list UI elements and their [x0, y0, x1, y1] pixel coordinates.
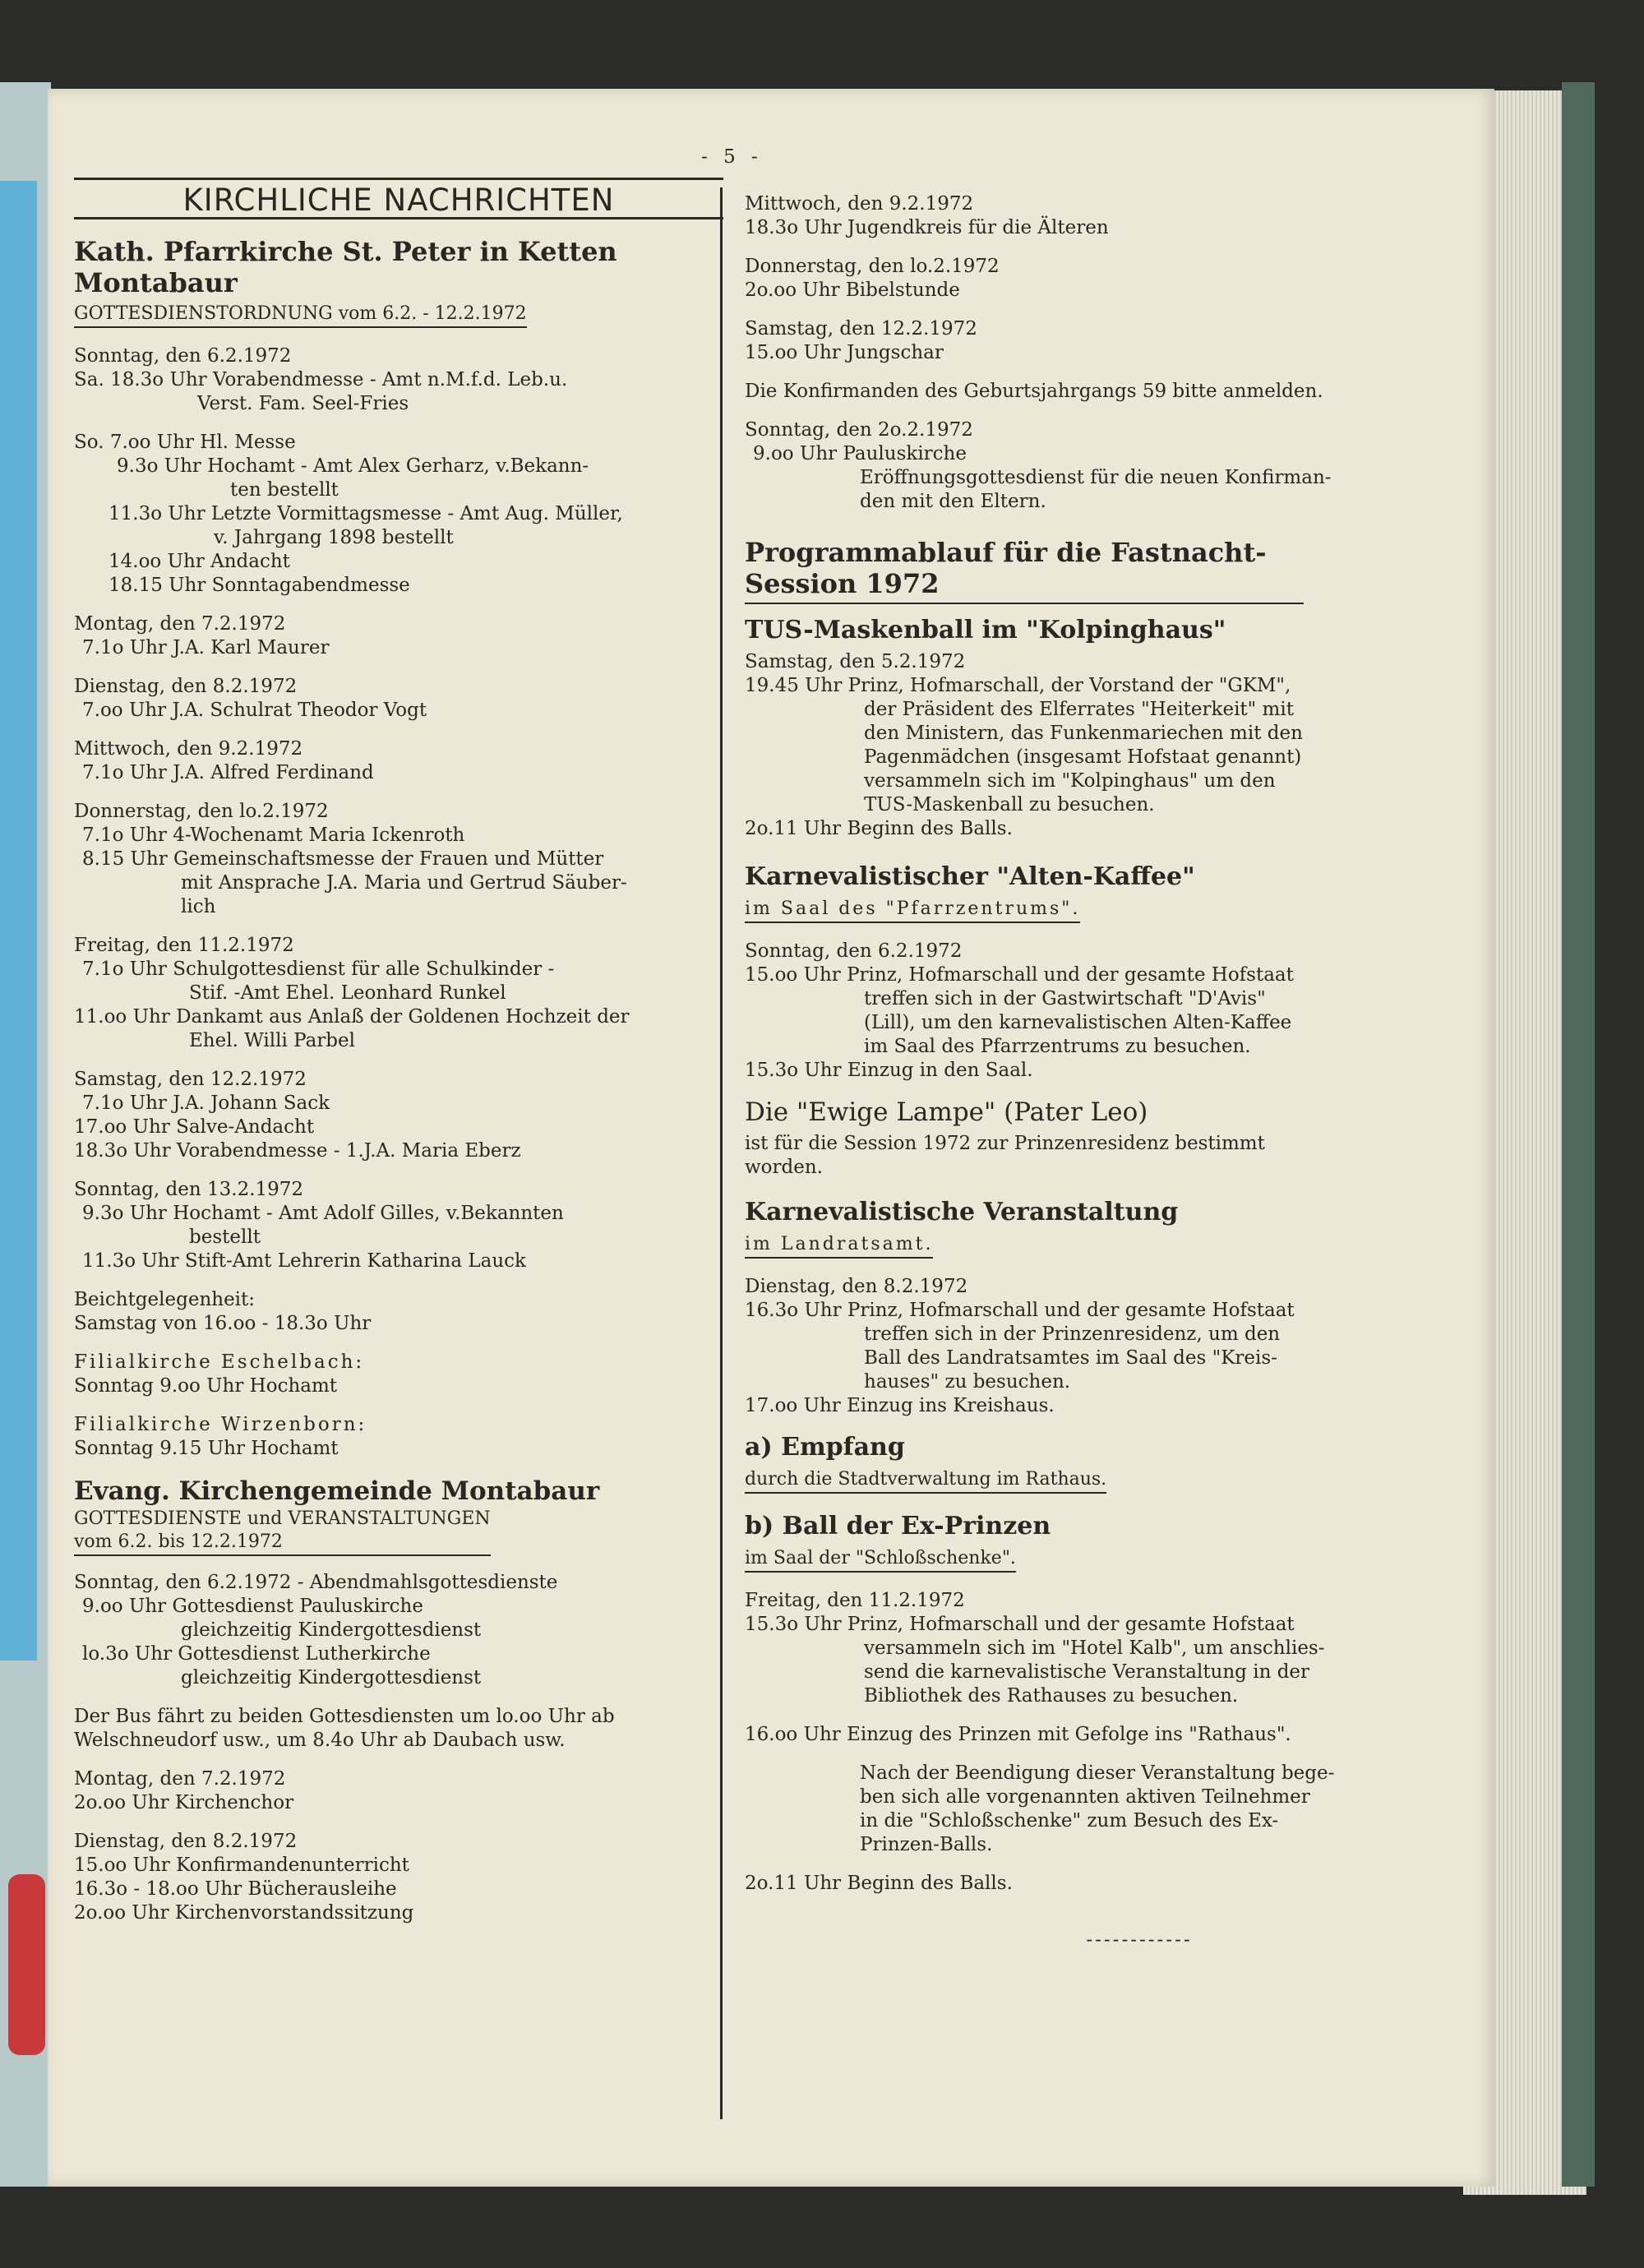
- ev-dienstag: Dienstag, den 8.2.1972 15.oo Uhr Konfirmandenunterricht 16.3o - 18.oo Uhr Bücherausleihe 2o.oo Uhr Kirchenvorstandssitzung: [74, 1831, 414, 1924]
- kath-samstag: Samstag, den 12.2.1972 7.1o Uhr J.A. Johann Sack 17.oo Uhr Salve-Andacht 18.3o Uhr Vorabendmesse - 1.J.A. Maria Eberz: [74, 1069, 521, 1162]
- programm-title: Programmablauf für die Fastnacht-Session 1972: [745, 537, 1304, 604]
- ev-sonntag2: Sonntag, den 2o.2.1972 9.oo Uhr Pauluskirche Eröffnungsgottesdienst für die neuen Konfirman- den mit den Eltern.: [745, 419, 1332, 512]
- kath-mittwoch: Mittwoch, den 9.2.1972 7.1o Uhr J.A. Alfred Ferdinand: [74, 738, 374, 783]
- konfirmanden-notice: Die Konfirmanden des Geburtsjahrgangs 59 bitte anmelden.: [745, 381, 1323, 402]
- lampe-section: ist für die Session 1972 zur Prinzenresidenz bestimmt worden.: [745, 1133, 1265, 1178]
- filialkirche-eschelbach: Filialkirche Eschelbach: Sonntag 9.oo Uhr Hochamt: [74, 1351, 365, 1397]
- kath-freitag: Freitag, den 11.2.1972 7.1o Uhr Schulgottesdienst für alle Schulkinder - Stif. -Amt Ehel. Leonhard Runkel 11.oo Uhr Dankamt aus Anlaß der Goldenen Hochzeit der Ehel. Willi Parbel: [74, 935, 630, 1051]
- exprinzen-section: Freitag, den 11.2.1972 15.3o Uhr Prinz, Hofmarschall und der gesamte Hofstaat versammeln sich im "Hotel Kalb", um anschlies- send die karnevalistische Veranstaltung in der Bibliothek des Rathauses zu besuchen. 16.oo Uhr Einzug des Prinzen mit Gefolge ins "Rathaus". Nach der Beendigung dieser Veranstaltung bege- ben sich alle vorgenannten aktiven Teilnehmer in die "Schloßschenke" zum Besuch des Ex- Prinzen-Balls. 2o.11 Uhr Beginn des Balls.: [745, 1589, 1435, 1896]
- book-cover-edge: [1562, 82, 1595, 2187]
- kath-dienstag: Dienstag, den 8.2.1972 7.oo Uhr J.A. Schulrat Theodor Vogt: [74, 676, 427, 721]
- ev-samstag: Samstag, den 12.2.1972 15.oo Uhr Jungschar: [745, 318, 977, 363]
- ev-sonntag: Sonntag, den 6.2.1972 - Abendmahlsgottesdienste 9.oo Uhr Gottesdienst Pauluskirche gleichzeitig Kindergottesdienst lo.3o Uhr Gottesdienst Lutherkirche gleichzeitig Kindergottesdienst: [74, 1572, 558, 1688]
- ev-mittwoch: Mittwoch, den 9.2.1972 18.3o Uhr Jugendkreis für die Älteren: [745, 193, 1109, 238]
- landrat-title: Karnevalistische Veranstaltung: [745, 1198, 1179, 1226]
- alten-subtitle: im Saal des "Pfarrzentrums".: [745, 898, 1080, 923]
- landrat-subtitle: im Landratsamt.: [745, 1234, 933, 1259]
- filialkirche-wirzenborn: Filialkirche Wirzenborn: Sonntag 9.15 Uhr Hochamt: [74, 1414, 367, 1459]
- exprinzen-title: b) Ball der Ex-Prinzen: [745, 1512, 1051, 1540]
- evang-subtitle: GOTTESDIENSTE und VERANSTALTUNGEN vom 6.2. bis 12.2.1972: [74, 1508, 491, 1556]
- empfang-title: a) Empfang: [745, 1433, 905, 1462]
- left-column: [74, 178, 723, 1940]
- alten-title: Karnevalistischer "Alten-Kaffee": [745, 862, 1195, 891]
- kath-sonntag: Sonntag, den 6.2.1972 Sa. 18.3o Uhr Vorabendmesse - Amt n.M.f.d. Leb.u. Verst. Fam. Seel-Fries: [74, 345, 568, 414]
- kath-title: Kath. Pfarrkirche St. Peter in Ketten Montabaur: [74, 236, 617, 298]
- landrat-section: Dienstag, den 8.2.1972 16.3o Uhr Prinz, Hofmarschall und der gesamte Hofstaat treffen sich in der Prinzenresidenz, um den Ball des Landratsamtes im Saal des "Kreis- hauses" zu besuchen. 17.oo Uhr Einzug ins Kreishaus.: [745, 1276, 1295, 1416]
- kath-sonntag2: Sonntag, den 13.2.1972 9.3o Uhr Hochamt - Amt Adolf Gilles, v.Bekannten bestellt 11.3o Uhr Stift-Amt Lehrerin Katharina Lauck: [74, 1179, 564, 1272]
- section-title: KIRCHLICHE NACHRICHTEN: [74, 178, 723, 219]
- adjacent-page-strip: [0, 82, 51, 2187]
- exprinzen-note: Nach der Beendigung dieser Veranstaltung bege- ben sich alle vorgenannten aktiven Teilnehmer in die "Schloßschenke" zum Besuch des Ex- Prinzen-Balls.: [860, 1762, 1335, 1855]
- beichtgelegenheit: Beichtgelegenheit: Samstag von 16.oo - 18.3o Uhr: [74, 1289, 372, 1334]
- page-number: - 5 -: [701, 146, 763, 168]
- evang-title: Evang. Kirchengemeinde Montabaur: [74, 1476, 600, 1506]
- kath-montag: Montag, den 7.2.1972 7.1o Uhr J.A. Karl Maurer: [74, 613, 330, 658]
- tus-title: TUS-Maskenball im "Kolpinghaus": [745, 616, 1226, 644]
- ev-donnerstag: Donnerstag, den lo.2.1972 2o.oo Uhr Bibelstunde: [745, 256, 1000, 301]
- end-dashes: ------------: [1086, 1929, 1193, 1951]
- bus-info: Der Bus fährt zu beiden Gottesdiensten um lo.oo Uhr ab Welschneudorf usw., um 8.4o Uhr ab Daubach usw.: [74, 1706, 615, 1751]
- ev-montag: Montag, den 7.2.1972 2o.oo Uhr Kirchenchor: [74, 1768, 294, 1813]
- empfang-subtitle: durch die Stadtverwaltung im Rathaus.: [745, 1469, 1106, 1494]
- tus-section: Samstag, den 5.2.1972 19.45 Uhr Prinz, Hofmarschall, der Vorstand der "GKM", der Präsident des Elferrates "Heiterkeit" mit den Ministern, das Funkenmariechen mit den Pagenmädchen (insgesamt Hofstaat genannt) versammeln sich im "Kolpinghaus" um den TUS-Maskenball zu besuchen. 2o.11 Uhr Beginn des Balls.: [745, 651, 1303, 839]
- lampe-title: Die "Ewige Lampe" (Pater Leo): [745, 1097, 1148, 1127]
- kath-donnerstag: Donnerstag, den lo.2.1972 7.1o Uhr 4-Wochenamt Maria Ickenroth 8.15 Uhr Gemeinschaftsmesse der Frauen und Mütter mit Ansprache J.A. Maria und Gertrud Säuber- lich: [74, 801, 627, 917]
- document-page: [48, 89, 1494, 2187]
- kath-subtitle: GOTTESDIENSTORDNUNG vom 6.2. - 12.2.1972: [74, 303, 527, 328]
- kath-so: So. 7.oo Uhr Hl. Messe 9.3o Uhr Hochamt - Amt Alex Gerharz, v.Bekann- ten bestellt 11.3o Uhr Letzte Vormittagsmesse - Amt Aug. Müller, v. Jahrgang 1898 bestellt 14.oo Uhr Andacht 18.15 Uhr Sonntagabendmesse: [74, 432, 623, 596]
- alten-section: Sonntag, den 6.2.1972 15.oo Uhr Prinz, Hofmarschall und der gesamte Hofstaat treffen sich in der Gastwirtschaft "D'Avis" (Lill), um den karnevalistischen Alten-Kaffee im Saal des Pfarrzentrums zu besuchen. 15.3o Uhr Einzug in den Saal.: [745, 940, 1294, 1081]
- right-column: [745, 192, 1435, 1952]
- exprinzen-subtitle: im Saal der "Schloßschenke".: [745, 1548, 1016, 1573]
